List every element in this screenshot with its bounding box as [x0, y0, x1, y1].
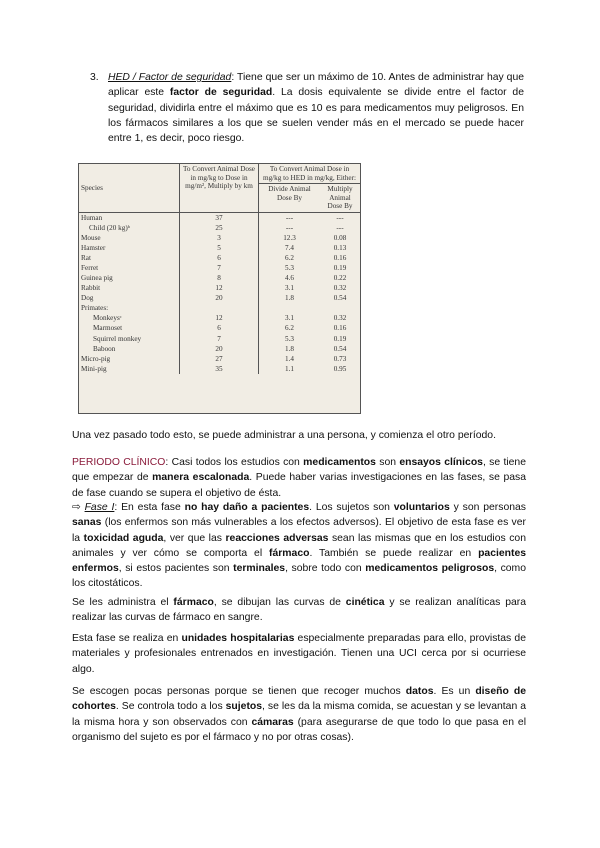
cell-multiply: ---: [336, 213, 344, 222]
admin-text-3: y se realizan analíticas para realizar las curvas de fármaco en sangre.: [72, 597, 527, 624]
fase-bold-9: medicamentos peligrosos: [365, 563, 495, 575]
escogen-text-3: . Se controla todo a los: [115, 701, 226, 713]
cell-multiply: 0.95: [333, 364, 347, 373]
cell-species: Baboon: [93, 344, 116, 353]
cell-multiply: 0.22: [333, 274, 347, 283]
escogen-bold-3: sujetos: [225, 701, 263, 713]
dose-conversion-table: [78, 163, 361, 414]
cell-divide: 1.4: [259, 354, 321, 364]
fase-bold-1: no hay daño a pacientes: [184, 502, 310, 513]
cell-divide: 12.3: [259, 233, 321, 243]
escogen-text-4: , se les da la misma comida, se acuestan y se levantan a la misma hora y son observados con: [72, 701, 526, 728]
table-row: [79, 323, 360, 333]
cell-species: Hamster: [81, 244, 106, 253]
header-multiply-km: [180, 164, 259, 212]
cell-km: 6: [180, 323, 259, 333]
cell-multiply: 0.16: [333, 324, 347, 333]
fase-text-5: , ver que las: [163, 532, 226, 544]
header-multiply-dose-text: Multiply Animal Dose By: [327, 185, 353, 211]
cell-species: Child (20 kg)ᵇ: [89, 224, 130, 233]
periodo-text-1: : Casi todos los estudios con: [165, 457, 304, 468]
cell-species: Marmoset: [93, 324, 123, 333]
periodo-bold-3: manera escalonada: [152, 472, 250, 484]
table-row: [79, 212, 360, 223]
table-row: [79, 243, 360, 253]
table-row: [79, 364, 360, 374]
header-multiply-km-text: To Convert Animal Dose in mg/kg to Dose in mg/m², Multiply by km: [183, 165, 255, 191]
table-row: [79, 263, 360, 273]
paragraph-periodo-clinico: [72, 455, 526, 501]
cell-multiply: ---: [336, 224, 344, 233]
fase-1-title: Fase I: [84, 502, 115, 513]
header-species-text: Species: [81, 183, 103, 192]
cell-km: 20: [180, 344, 259, 354]
cell-multiply: 0.16: [333, 254, 347, 263]
header-divide-text: Divide Animal Dose By: [268, 185, 311, 202]
cell-multiply: 0.54: [333, 294, 347, 303]
cell-multiply: 0.13: [333, 244, 347, 253]
paragraph-fase-1: [72, 500, 526, 592]
cell-km: 35: [180, 364, 259, 374]
cell-species: Monkeysᶜ: [93, 314, 122, 323]
header-divide: [259, 184, 321, 213]
cell-species: Rat: [81, 254, 91, 263]
cell-divide: ---: [259, 212, 321, 223]
fase-text-8: , si estos pacientes son: [118, 563, 234, 575]
escogen-text-1: Se escogen pocas personas porque se tienen que recoger muchos: [72, 686, 406, 697]
paragraph-escogen: [72, 684, 526, 745]
table-row: [79, 303, 360, 313]
cell-divide: 1.8: [259, 293, 321, 303]
table-row: [79, 253, 360, 263]
unidades-bold-1: unidades hospitalarias: [181, 633, 295, 644]
periodo-text-4: . Puede haber varias investigaciones en las fases, se pasa de fase cuando se supera el objetivo de ésta.: [72, 472, 526, 499]
cell-km: 20: [180, 293, 259, 303]
fase-bold-8: terminales: [233, 563, 286, 575]
cell-divide: [259, 303, 321, 313]
header-hed-text: To Convert Animal Dose in mg/kg to HED in mg/kg, Either:: [262, 165, 357, 182]
cell-divide: 1.8: [259, 344, 321, 354]
cell-km: 12: [180, 283, 259, 293]
cell-km: 6: [180, 253, 259, 263]
admin-bold-1: fármaco: [173, 597, 214, 608]
fase-text-2: . Los sujetos son: [309, 502, 394, 513]
fase-text-7: . También se puede realizar en: [309, 547, 479, 559]
item3-text: [108, 70, 524, 146]
fase-bold-2: voluntarios: [393, 502, 450, 513]
item3-text-2: . La dosis equivalente se divide entre el factor de seguridad, dividirla entre el máximo que es 10 es para medicamentos muy peligrosos. En los fármacos similares a los que se suelen vender más en el mercado se puede hacer entre 1, es decir, poco riesgo.: [108, 87, 524, 145]
cell-km: 12: [180, 313, 259, 323]
cell-species: Primates:: [81, 304, 109, 313]
header-species: [79, 164, 180, 212]
cell-multiply: [320, 303, 360, 313]
table-row: [79, 273, 360, 283]
cell-species: Mouse: [81, 234, 101, 243]
fase-bold-4: toxicidad aguda: [83, 532, 164, 544]
cell-species: Squirrel monkey: [93, 334, 142, 343]
cell-km: 25: [180, 223, 259, 233]
cell-km: 5: [180, 243, 259, 253]
unidades-text-1: Esta fase se realiza en: [72, 633, 182, 644]
paragraph-una-vez: Una vez pasado todo esto, se puede administrar a una persona, y comienza el otro período.: [72, 430, 496, 441]
admin-text-2: , se dibujan las curvas de: [213, 597, 346, 608]
table-row: [79, 344, 360, 354]
item3-text-1: : Tiene que ser un máximo de 10. Antes de administrar hay que aplicar este: [108, 72, 524, 99]
periodo-bold-1: medicamentos: [303, 457, 376, 468]
cell-divide: 3.1: [259, 313, 321, 323]
fase-bold-7: pacientes enfermos: [72, 547, 527, 575]
fase-text-4: (los enfermos son más vulnerables a los efectos adversos). El objetivo de esta fase es ver la: [72, 517, 526, 544]
cell-multiply: 0.19: [333, 334, 347, 343]
fase-bold-5: reacciones adversas: [225, 532, 329, 544]
cell-divide: ---: [259, 223, 321, 233]
periodo-text-3: , se tiene que empezar de: [72, 457, 526, 484]
periodo-bold-2: ensayos clínicos: [399, 457, 483, 468]
fase-text-3: y son personas: [449, 502, 526, 513]
cell-divide: 3.1: [259, 283, 321, 293]
fase-text-9: , sobre todo con: [285, 563, 366, 575]
cell-species: Mini-pig: [81, 364, 107, 373]
escogen-bold-4: cámaras: [251, 716, 294, 728]
periodo-clinico-label: PERIODO CLÍNICO: [72, 457, 166, 468]
header-hed: [259, 164, 361, 184]
cell-km: 3: [180, 233, 259, 243]
cell-km: 7: [180, 334, 259, 344]
escogen-bold-2: diseño de cohortes: [72, 686, 526, 713]
fase-text-10: , como los citostáticos.: [72, 563, 526, 590]
table-row: [79, 354, 360, 364]
cell-multiply: 0.32: [333, 284, 347, 293]
cell-multiply: 0.08: [333, 234, 347, 243]
list-number: 3.: [90, 72, 99, 83]
paragraph-administra: [72, 595, 526, 626]
cell-km: [180, 303, 259, 313]
fase-bold-3: sanas: [72, 517, 102, 529]
paragraph-unidades: [72, 631, 526, 677]
item3-bold-1: factor de seguridad: [169, 87, 273, 99]
cell-km: 7: [180, 263, 259, 273]
header-multiply-dose: [320, 184, 360, 213]
cell-km: 37: [180, 212, 259, 223]
cell-divide: 5.3: [259, 263, 321, 273]
escogen-text-2: . Es un: [433, 686, 476, 697]
escogen-bold-1: datos: [405, 686, 434, 697]
cell-species: Guinea pig: [81, 274, 113, 283]
cell-divide: 5.3: [259, 334, 321, 344]
list-item-3: [90, 70, 524, 146]
escogen-text-5: (para asegurarse de que todo lo que pasa en el organismo del sujeto es por el fármaco y no por otras cosas).: [72, 716, 526, 743]
cell-divide: 6.2: [259, 253, 321, 263]
cell-divide: 1.1: [259, 364, 321, 374]
fase-text-1: : En esta fase: [114, 502, 185, 513]
cell-multiply: 0.32: [333, 314, 347, 323]
table-row: [79, 334, 360, 344]
cell-divide: 7.4: [259, 243, 321, 253]
cell-species: Human: [81, 213, 103, 222]
item3-title: HED / Factor de seguridad: [108, 72, 232, 83]
fase-text-6: sean las mismas que en los estudios con animales y ver cómo se comporta el: [72, 532, 526, 559]
cell-species: Ferret: [81, 264, 99, 273]
cell-km: 27: [180, 354, 259, 364]
table-row: [79, 283, 360, 293]
admin-bold-2: cinética: [345, 597, 385, 608]
cell-multiply: 0.19: [333, 264, 347, 273]
cell-species: Dog: [81, 294, 94, 303]
table-row: [79, 233, 360, 243]
cell-divide: 4.6: [259, 273, 321, 283]
admin-text-1: Se les administra el: [72, 597, 174, 608]
cell-species: Rabbit: [81, 284, 101, 293]
cell-species: Micro-pig: [81, 354, 111, 363]
periodo-text-2: son: [375, 457, 400, 468]
arrow-icon: ⇨: [72, 502, 81, 513]
unidades-text-2: especialmente preparadas para ello, provistas de materiales y profesionales entrenados en investigación. Tienen una UCI cerca por si ocurriese algo.: [72, 633, 526, 675]
fase-bold-6: fármaco: [269, 547, 310, 559]
cell-divide: 6.2: [259, 323, 321, 333]
table-row: [79, 223, 360, 233]
cell-multiply: 0.73: [333, 354, 347, 363]
table-row: [79, 293, 360, 303]
cell-km: 8: [180, 273, 259, 283]
table-row: [79, 313, 360, 323]
cell-multiply: 0.54: [333, 344, 347, 353]
